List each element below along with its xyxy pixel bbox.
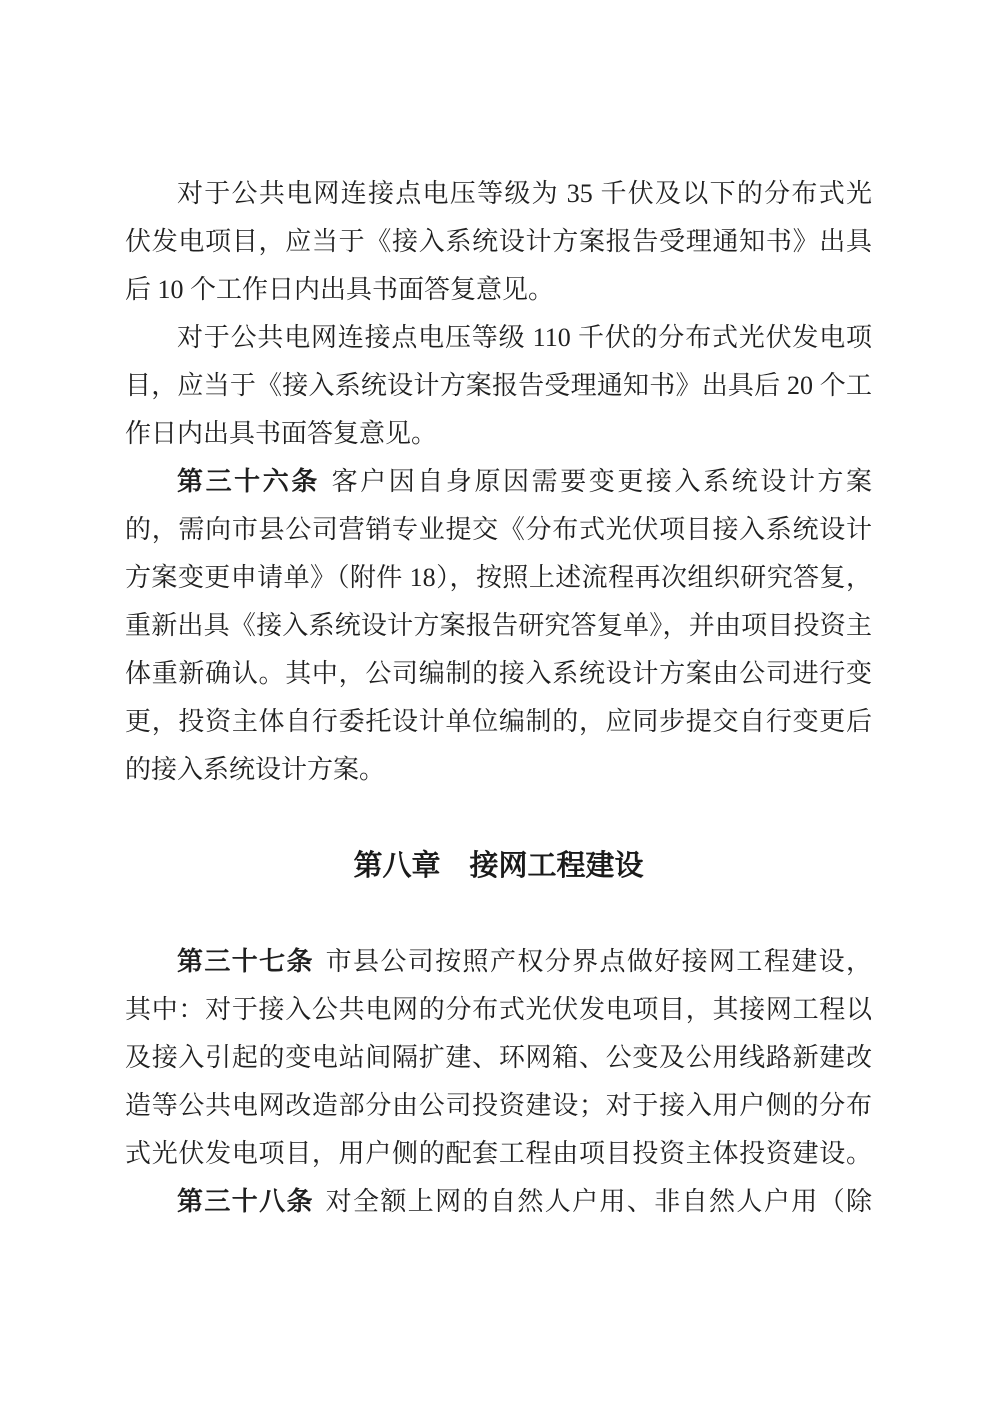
document-content	[125, 170, 872, 1226]
text-line: 作日内出具书面答复意见。	[125, 419, 438, 448]
paragraph-article-36	[125, 458, 872, 794]
article-36-number: 第三十六条	[177, 467, 320, 496]
text-line	[125, 458, 872, 506]
paragraph-35kv	[125, 170, 872, 314]
article-38-text-start: 对全额上网的自然人户用、非自然人户用（除	[325, 1187, 872, 1216]
text-line: 目，应当于《接入系统设计方案报告受理通知书》出具后 20 个工	[125, 371, 872, 400]
text-line: 后 10 个工作日内出具书面答复意见。	[125, 275, 555, 304]
text-line: 对于公共电网连接点电压等级为 35 千伏及以下的分布式光	[177, 179, 872, 208]
text-line: 更，投资主体自行委托设计单位编制的，应同步提交自行变更后	[125, 707, 872, 736]
text-line: 及接入引起的变电站间隔扩建、环网箱、公变及公用线路新建改	[125, 1043, 872, 1072]
paragraph-110kv	[125, 314, 872, 458]
article-36-text-start: 客户因自身原因需要变更接入系统设计方案	[331, 467, 872, 496]
text-line: 的，需向市县公司营销专业提交《分布式光伏项目接入系统设计	[125, 515, 872, 544]
text-line: 方案变更申请单》（附件 18），按照上述流程再次组织研究答复，	[125, 563, 872, 592]
text-line: 其中：对于接入公共电网的分布式光伏发电项目，其接网工程以	[125, 995, 872, 1024]
text-line: 对于公共电网连接点电压等级 110 千伏的分布式光伏发电项	[177, 323, 872, 352]
text-line: 的接入系统设计方案。	[125, 755, 386, 784]
text-line: 伏发电项目，应当于《接入系统设计方案报告受理通知书》出具	[125, 227, 872, 256]
text-line: 重新出具《接入系统设计方案报告研究答复单》，并由项目投资主	[125, 611, 872, 640]
article-38-number: 第三十八条	[177, 1187, 314, 1216]
text-line	[125, 1178, 872, 1226]
paragraph-article-37	[125, 938, 872, 1178]
text-line	[125, 938, 872, 986]
article-37-text-start: 市县公司按照产权分界点做好接网工程建设，	[325, 947, 872, 976]
text-line: 式光伏发电项目，用户侧的配套工程由项目投资主体投资建设。	[125, 1139, 872, 1168]
chapter-heading: 第八章 接网工程建设	[353, 850, 644, 882]
paragraph-article-38	[125, 1178, 872, 1226]
text-line: 体重新确认。其中，公司编制的接入系统设计方案由公司进行变	[125, 659, 872, 688]
text-line: 造等公共电网改造部分由公司投资建设；对于接入用户侧的分布	[125, 1091, 872, 1120]
article-37-number: 第三十七条	[177, 947, 314, 976]
